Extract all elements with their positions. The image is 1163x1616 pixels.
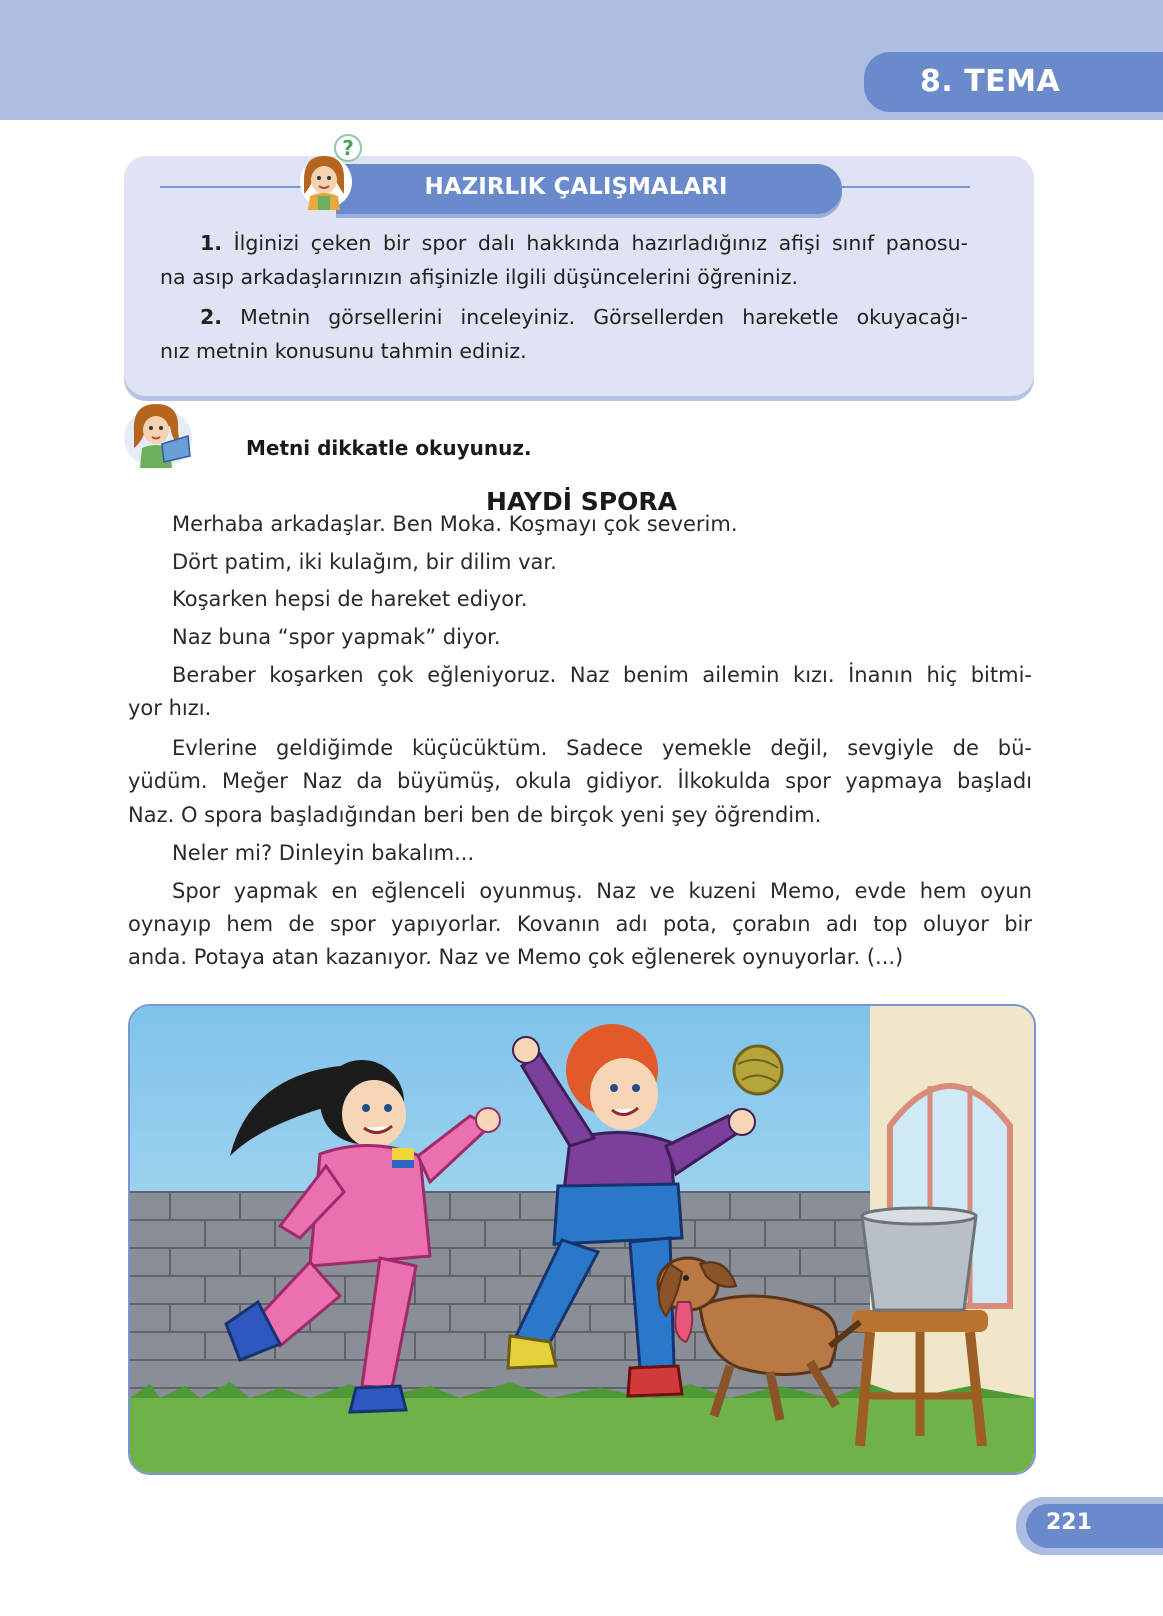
story-line: Merhaba arkadaşlar. Ben Moka. Koşmayı çok severim. (172, 512, 738, 536)
kids-playing-illustration (130, 1006, 1034, 1473)
prep-item-2-number: 2. (200, 305, 223, 329)
reading-girl-icon (116, 396, 198, 470)
prep-item-1-line-2: na asıp arkadaşlarınızın afişinizle ilgili düşüncelerini öğreniniz. (160, 265, 799, 289)
story-line: Naz. O spora başladığından beri ben de birçok yeni şey öğrendim. (128, 803, 822, 827)
story-line: Evlerine geldiğimde küçücüktüm. Sadece yemekle değil, sevgiyle de bü- (172, 736, 1032, 760)
story-line: oynayıp hem de spor yapıyorlar. Kovanın adı pota, çorabın adı top oluyor bir (128, 912, 1032, 936)
prep-item-1-line-1: 1. İlginizi çeken bir spor dalı hakkında hazırladığınız afişi sınıf panosu- (200, 231, 968, 255)
thinking-girl-icon (282, 132, 368, 212)
page-number: 221 (1046, 1510, 1092, 1535)
preparation-title: HAZIRLIK ÇALIŞMALARI (424, 174, 728, 200)
svg-text:?: ? (342, 136, 354, 160)
story-line: Koşarken hepsi de hareket ediyor. (172, 587, 528, 611)
story-line: Naz buna “spor yapmak” diyor. (172, 625, 501, 649)
story-title: HAYDİ SPORA (486, 487, 677, 516)
story-line: yor hızı. (128, 696, 212, 720)
story-line: Dört patim, iki kulağım, bir dilim var. (172, 550, 557, 574)
story-line: Neler mi? Dinleyin bakalım... (172, 841, 475, 865)
reading-instruction: Metni dikkatle okuyunuz. (246, 436, 532, 460)
story-line: Beraber koşarken çok eğleniyoruz. Naz benim ailemin kızı. İnanın hiç bitmi- (172, 663, 1032, 687)
story-illustration (128, 1004, 1036, 1475)
prep-item-2-line-2: nız metnin konusunu tahmin ediniz. (160, 339, 527, 363)
story-line: anda. Potaya atan kazanıyor. Naz ve Memo çok eğlenerek oynuyorlar. (...) (128, 945, 904, 969)
story-line: yüdüm. Meğer Naz da büyümüş, okula gidiyor. İlkokulda spor yapmaya başladı (128, 769, 1032, 793)
story-line: Spor yapmak en eğlenceli oyunmuş. Naz ve kuzeni Memo, evde hem oyun (172, 879, 1032, 903)
prep-item-1-number: 1. (200, 231, 223, 255)
theme-label: 8. TEMA (920, 64, 1061, 99)
prep-item-2-line-1: 2. Metnin görsellerini inceleyiniz. Görsellerden hareketle okuyacağı- (200, 305, 968, 329)
